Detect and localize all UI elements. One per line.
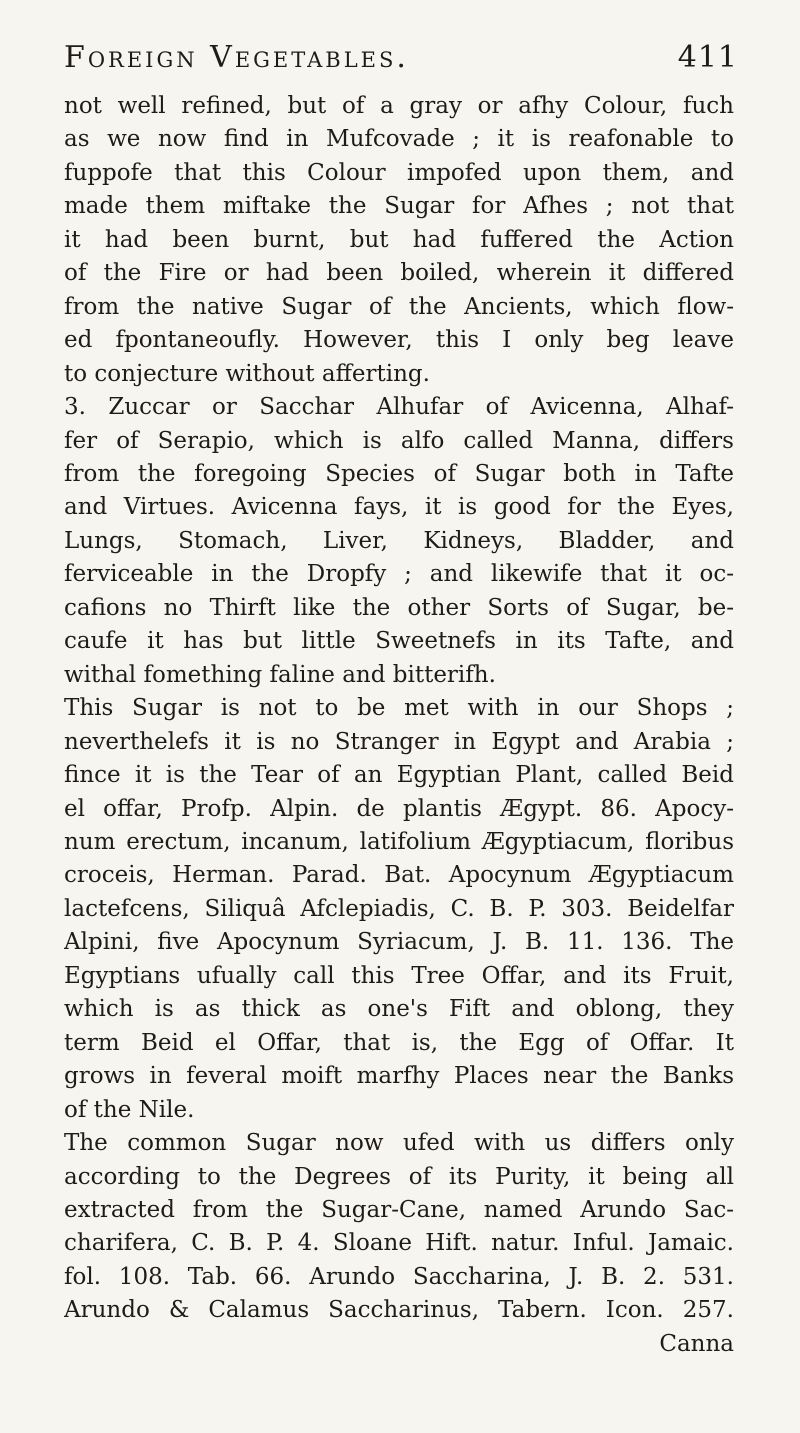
- text-line: croceis, Herman. Parad. Bat. Apocynum Ægyptiacum: [64, 862, 734, 889]
- body-text: [64, 90, 734, 1361]
- text-line: fer of Serapio, which is alfo called Manna, differs: [64, 427, 734, 454]
- text-line: which is as thick as one's Fift and oblong, they: [64, 996, 734, 1023]
- text-line: Alpini, five Apocynum Syriacum, J. B. 11. 136. The: [64, 929, 734, 956]
- text-line: from the native Sugar of the Ancients, which flow-: [64, 293, 734, 320]
- text-line: Canna: [659, 1330, 734, 1357]
- text-line: Lungs, Stomach, Liver, Kidneys, Bladder, and: [64, 527, 734, 554]
- page-number: 411: [677, 40, 738, 75]
- text-line: cafions no Thirft like the other Sorts of Sugar, be-: [64, 594, 734, 621]
- text-line: from the foregoing Species of Sugar both in Tafte: [64, 460, 734, 487]
- book-page: [64, 40, 738, 1361]
- text-line: made them miftake the Sugar for Afhes ; not that: [64, 193, 734, 220]
- text-line: withal fomething faline and bitterifh.: [64, 661, 496, 688]
- text-line: charifera, C. B. P. 4. Sloane Hift. natur. Inful. Jamaic.: [64, 1230, 734, 1257]
- text-line: extracted from the Sugar-Cane, named Arundo Sac-: [64, 1196, 734, 1223]
- text-line: ed fpontaneoufly. However, this I only beg leave: [64, 327, 734, 354]
- text-line: to conjecture without afferting.: [64, 360, 430, 387]
- text-line: Arundo & Calamus Saccharinus, Tabern. Icon. 257.: [64, 1297, 734, 1324]
- text-line: it had been burnt, but had fuffered the Action: [64, 226, 734, 253]
- text-line: neverthelefs it is no Stranger in Egypt and Arabia ;: [64, 728, 734, 755]
- text-line: of the Nile.: [64, 1096, 195, 1123]
- text-line: fuppofe that this Colour impofed upon them, and: [64, 159, 734, 186]
- text-line: and Virtues. Avicenna fays, it is good for the Eyes,: [64, 494, 734, 521]
- text-line: not well refined, but of a gray or afhy Colour, fuch: [64, 93, 734, 119]
- text-line: lactefcens, Siliquâ Afclepiadis, C. B. P. 303. Beidelfar: [64, 895, 734, 922]
- text-line: term Beid el Offar, that is, the Egg of Offar. It: [64, 1029, 734, 1056]
- text-line: Egyptians ufually call this Tree Offar, and its Fruit,: [64, 962, 734, 989]
- text-line: according to the Degrees of its Purity, it being all: [64, 1163, 734, 1190]
- text-line: num erectum, incanum, latifolium Ægyptiacum, floribus: [64, 828, 734, 855]
- text-line: fince it is the Tear of an Egyptian Plant, called Beid: [64, 762, 734, 789]
- text-line: fol. 108. Tab. 66. Arundo Saccharina, J. B. 2. 531.: [64, 1263, 734, 1290]
- running-header: [64, 40, 738, 90]
- text-line: This Sugar is not to be met with in our Shops ;: [64, 695, 734, 722]
- text-line: ferviceable in the Dropfy ; and likewife that it oc-: [64, 561, 734, 588]
- text-line: of the Fire or had been boiled, wherein it differed: [64, 260, 734, 287]
- text-line: caufe it has but little Sweetnefs in its Tafte, and: [64, 628, 734, 655]
- running-title: Foreign Vegetables.: [64, 40, 409, 75]
- text-line: grows in feveral moift marfhy Places near the Banks: [64, 1063, 734, 1090]
- text-line: The common Sugar now ufed with us differs only: [64, 1130, 734, 1157]
- text-line: as we now find in Mufcovade ; it is reafonable to: [64, 126, 734, 153]
- text-line: el offar, Profp. Alpin. de plantis Ægypt. 86. Apocy-: [64, 795, 734, 822]
- text-line: 3. Zuccar or Sacchar Alhufar of Avicenna, Alhaf-: [64, 394, 734, 421]
